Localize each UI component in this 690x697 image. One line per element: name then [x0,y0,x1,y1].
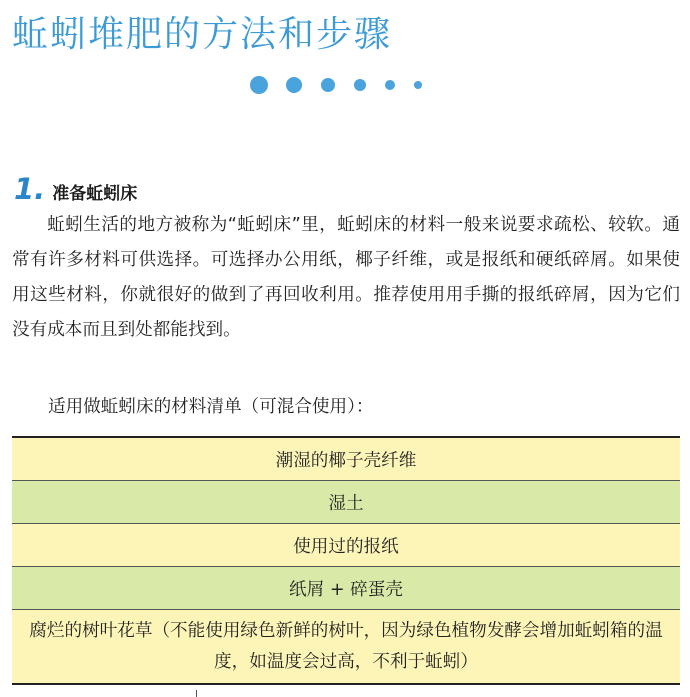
dot-5 [385,80,395,90]
section-number: 1. [14,172,46,206]
table-row: 湿土 [12,481,680,524]
page-edge-mark [196,690,197,697]
section-label: 准备蚯蚓床 [52,184,138,204]
section-heading [14,172,137,206]
materials-caption: 适用做蚯蚓床的材料清单（可混合使用）： [48,397,374,417]
table-row: 纸屑 + 碎蛋壳 [12,567,680,610]
materials-table [12,436,680,685]
table-row: 腐烂的树叶花草（不能使用绿色新鲜的树叶，因为绿色植物发酵会增加蚯蚓箱的温度，如温度会过高，不利于蚯蚓） [12,610,680,683]
page-title: 蚯蚓堆肥的方法和步骤 [12,14,393,55]
decorative-dots [0,76,690,96]
dot-6 [414,81,422,89]
body-paragraph: 蚯蚓生活的地方被称为“蚯蚓床”里，蚯蚓床的材料一般来说要求疏松、较软。通常有许多材料可供选择。可选择办公用纸，椰子纤维，或是报纸和硬纸碎屑。如果使用这些材料，你就很好的做到了再回收利用。推荐使用用手撕的报纸碎屑，因为它们没有成本而且到处都能找到。 [12,215,680,340]
table-row: 使用过的报纸 [12,524,680,567]
table-row: 潮湿的椰子壳纤维 [12,438,680,481]
dot-1 [250,76,268,94]
dot-4 [354,79,366,91]
dot-3 [321,78,335,92]
dot-2 [286,77,302,93]
